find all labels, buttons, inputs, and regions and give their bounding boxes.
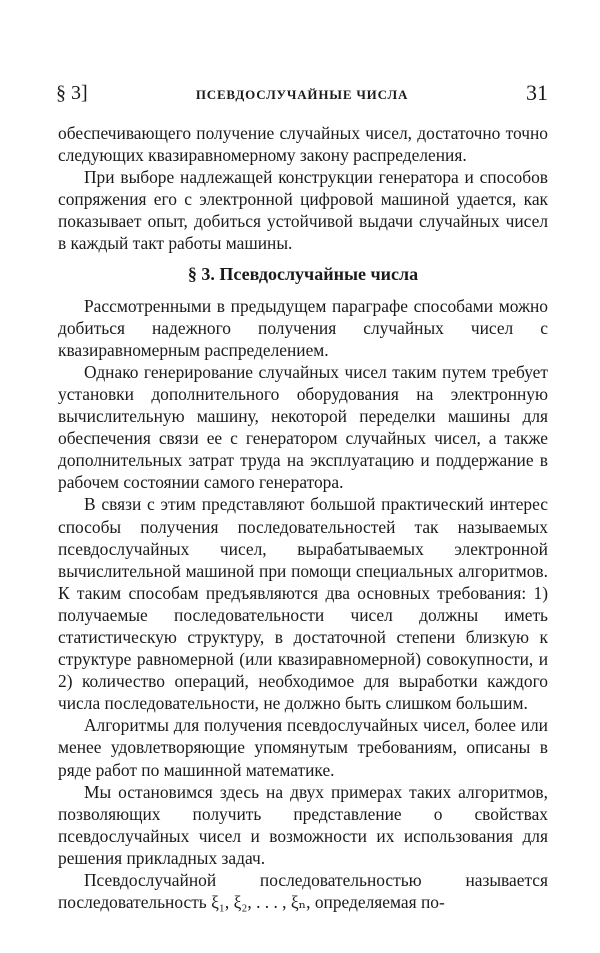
- paragraph: Псевдослучайной последовательностью называется последовательность ξ₁, ξ₂, . . . , ξₙ, определяемая по-: [58, 870, 548, 913]
- paragraph: В связи с этим представляют большой практический интерес способы получения последовательностей так называемых псевдослучайных чисел, вырабатываемых электронной вычислительной машиной при помощи специальных алгоритмов. К таким способам предъявляются два основных требования: 1) получаемые последовательности чисел должны иметь статистическую структуру, в достаточной степени близкую к структуре равномерной (или квазиравномерной) совокупности, и 2) количество операций, необходимое для выработки каждого числа последовательности, не должно быть слишком большим.: [58, 494, 548, 714]
- paragraph-continued: обеспечивающего получение случайных чисел, достаточно точно следующих квазиравномерному закону распределения.: [58, 123, 548, 166]
- paragraph: При выборе надлежащей конструкции генератора и способов сопряжения его с электронной цифровой машиной удается, как показывает опыт, добиться устойчивой выдачи случайных чисел в каждый такт работы машины.: [58, 167, 548, 254]
- paragraph: Однако генерирование случайных чисел таким путем требует установки дополнительного оборудования на электронную вычислительную машину, некоторой переделки машины для обеспечения связи ее с генератором случайных чисел, а также дополнительных затрат труда на эксплуатацию и поддержание в рабочем состоянии самого генератора.: [58, 361, 548, 493]
- running-head: [56, 82, 548, 110]
- paragraph: Алгоритмы для получения псевдослучайных чисел, более или менее удовлетворяющие упомянутым требованиям, описаны в ряде работ по машинной математике.: [58, 715, 548, 780]
- running-title: ПСЕВДОСЛУЧАЙНЫЕ ЧИСЛА: [195, 87, 409, 102]
- page-number: 31: [526, 80, 548, 105]
- section-reference: § 3]: [56, 82, 88, 104]
- paragraph: Мы остановимся здесь на двух примерах таких алгоритмов, позволяющих получить представление о свойствах псевдослучайных чисел и возможности их использования для решения прикладных задач.: [58, 781, 548, 868]
- section-heading: § 3. Псевдослучайные числа: [187, 263, 419, 284]
- paragraph: Рассмотренными в предыдущем параграфе способами можно добиться надежного получения случайных чисел с квазиравномерным распределением.: [58, 295, 548, 360]
- page-body: [58, 122, 548, 913]
